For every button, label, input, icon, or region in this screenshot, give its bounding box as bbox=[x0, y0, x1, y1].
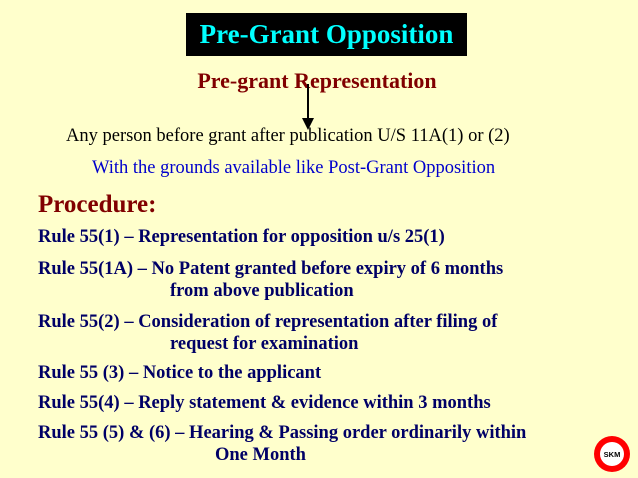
subtitle-text: Pre-grant Representation bbox=[197, 68, 437, 93]
rule-item bbox=[38, 422, 526, 466]
rule-item bbox=[38, 392, 491, 414]
rule-text: Rule 55(2) – Consideration of representation after filing of bbox=[38, 312, 498, 332]
intro-line-2: With the grounds available like Post-Grant Opposition bbox=[92, 158, 496, 178]
subtitle bbox=[0, 66, 638, 96]
rule-text: Rule 55(4) – Reply statement & evidence within 3 months bbox=[38, 393, 491, 413]
intro-line-1: Any person before grant after publication U/S 11A(1) or (2) bbox=[66, 126, 510, 146]
rule-text: Rule 55 (3) – Notice to the applicant bbox=[38, 363, 322, 383]
rule-item bbox=[38, 311, 497, 355]
rule-item bbox=[38, 258, 503, 302]
rule-text: Rule 55 (5) & (6) – Hearing & Passing order ordinarily within bbox=[38, 423, 527, 443]
skm-badge bbox=[594, 436, 630, 472]
title-box bbox=[186, 13, 467, 56]
rule-continuation: request for examination bbox=[170, 334, 359, 354]
page-title: Pre-Grant Opposition bbox=[199, 19, 454, 49]
rule-text: Rule 55(1) – Representation for opposition u/s 25(1) bbox=[38, 227, 445, 247]
rule-item bbox=[38, 226, 445, 248]
procedure-heading: Procedure: bbox=[38, 191, 157, 218]
rule-text: Rule 55(1A) – No Patent granted before expiry of 6 months bbox=[38, 259, 504, 279]
rule-item bbox=[38, 362, 321, 384]
rule-continuation: from above publication bbox=[170, 281, 354, 301]
badge-label: SKM bbox=[600, 442, 624, 466]
rule-continuation: One Month bbox=[215, 445, 306, 465]
